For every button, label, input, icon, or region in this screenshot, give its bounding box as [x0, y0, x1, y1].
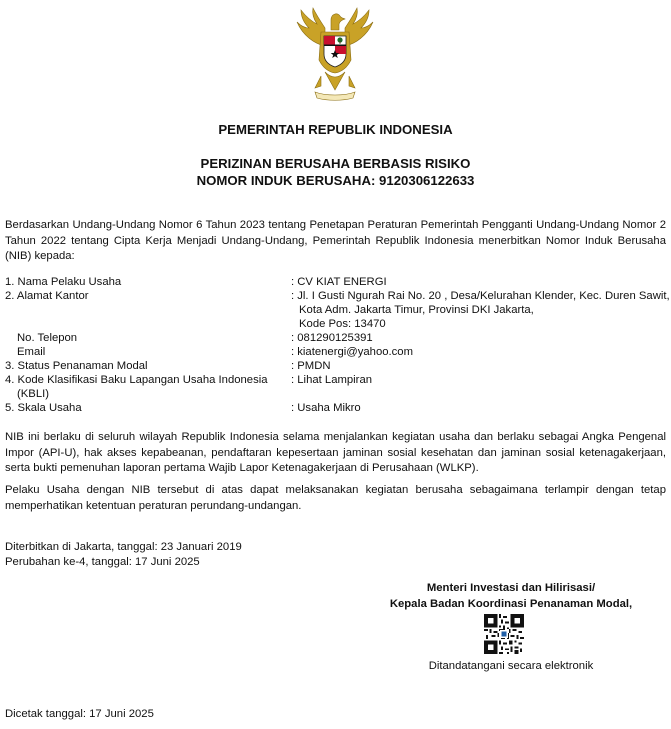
field-value: Kota Adm. Jakarta Timur, Provinsi DKI Jakarta,	[299, 304, 534, 316]
field-label: 5. Skala Usaha	[5, 402, 82, 414]
field-label: 1. Nama Pelaku Usaha	[5, 276, 122, 288]
validity-paragraph: NIB ini berlaku di seluruh wilayah Republik Indonesia selama menjalankan kegiatan usaha dan berlaku sebagai Angka Pengenal Impor (API-U), hak akses kepabeanan, pendaftaran kepesertaan jaminan sosial kesehatan dan jaminan sosial ketenagakerjaan, serta bukti pemenuhan laporan pertama Wajib Lapor Ketenagakerjaan di Perusahaan (WLKP).	[5, 431, 666, 474]
qr-code-icon	[484, 614, 524, 654]
signatory-block	[366, 580, 656, 612]
intro-paragraph: Berdasarkan Undang-Undang Nomor 6 Tahun 2023 tentang Penetapan Peraturan Pemerintah Pengganti Undang-Undang Nomor 2 Tahun 2022 tentang Cipta Kerja Menjadi Undang-Undang, Pemerintah Republik Indonesia menerbitkan Nomor Induk Berusaha (NIB) kepada:	[5, 219, 666, 262]
printed-date: Dicetak tanggal: 17 Juni 2025	[5, 708, 154, 720]
obligation-paragraph: Pelaku Usaha dengan NIB tersebut di atas dapat melaksanakan kegiatan berusaha sebagaimana terlampir dengan tetap memperhatikan ketentuan peraturan perundang-undangan.	[5, 484, 666, 512]
field-value: Kode Pos: 13470	[299, 318, 386, 330]
electronic-signature-note: Ditandatangani secara elektronik	[428, 660, 594, 672]
signatory-title-1: Menteri Investasi dan Hilirisasi/	[426, 582, 596, 594]
field-label: 4. Kode Klasifikasi Baku Lapangan Usaha Indonesia	[5, 374, 268, 386]
garuda-emblem-icon	[285, 6, 385, 102]
signatory-title-2: Kepala Badan Koordinasi Penanaman Modal,	[389, 598, 633, 610]
field-value: : Jl. I Gusti Ngurah Rai No. 20 , Desa/Kelurahan Klender, Kec. Duren Sawit,	[291, 290, 670, 302]
field-label: Email	[17, 346, 46, 358]
government-heading: PEMERINTAH REPUBLIK INDONESIA	[218, 122, 453, 137]
field-label: No. Telepon	[17, 332, 78, 344]
document-title: PERIZINAN BERUSAHA BERBASIS RISIKO	[200, 156, 471, 171]
field-value: : Lihat Lampiran	[291, 374, 373, 386]
field-value: : kiatenergi@yahoo.com	[291, 346, 413, 358]
field-value: : CV KIAT ENERGI	[291, 276, 387, 288]
nib-number: NOMOR INDUK BERUSAHA: 9120306122633	[196, 173, 475, 188]
field-value: : 081290125391	[291, 332, 373, 344]
field-label: 3. Status Penanaman Modal	[5, 360, 148, 372]
field-value: : Usaha Mikro	[291, 402, 361, 414]
issued-date: Diterbitkan di Jakarta, tanggal: 23 Januari 2019	[5, 541, 242, 553]
field-value: : PMDN	[291, 360, 331, 372]
change-date: Perubahan ke-4, tanggal: 17 Juni 2025	[5, 556, 200, 568]
field-label: 2. Alamat Kantor	[5, 290, 89, 302]
field-label: (KBLI)	[17, 388, 50, 400]
